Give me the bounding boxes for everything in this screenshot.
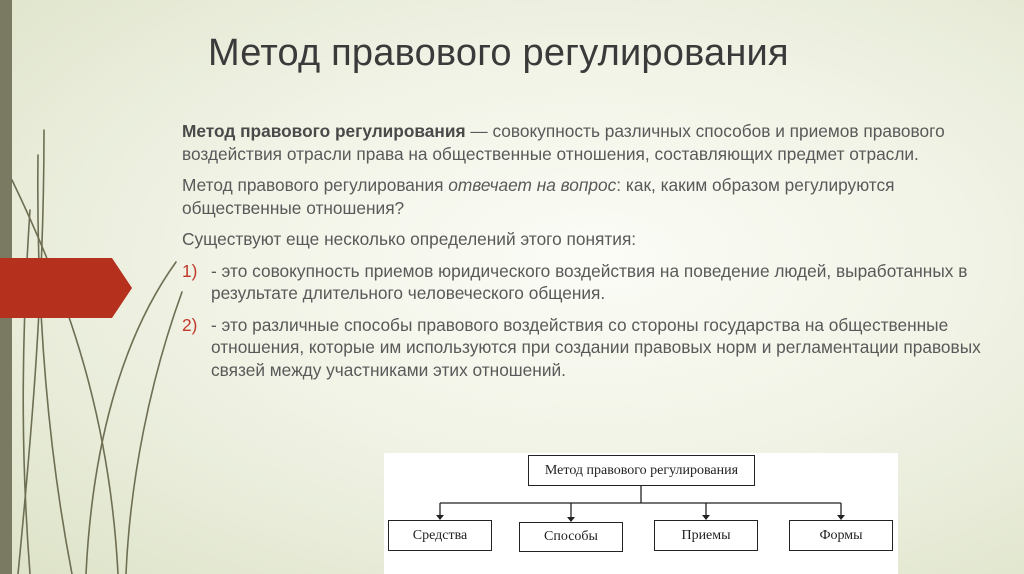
slide-title: Метод правового регулирования — [208, 32, 789, 74]
list-text: - это различные способы правового воздействия со стороны государства на общественные отношения, которые им используются при создании правовых норм и регламентации правовых связей между участниками этих отношений. — [211, 314, 981, 380]
list-number: 1) — [182, 260, 198, 281]
list-text: - это совокупность приемов юридического воздействия на поведение людей, выработанных в результате длительного человеческого общения. — [211, 260, 968, 303]
diagram-box-techniques: Приемы — [654, 520, 758, 551]
slide-body — [182, 120, 982, 390]
diagram-box-forms: Формы — [789, 520, 893, 551]
diagram-box-means: Средства — [388, 520, 492, 551]
diagram-box-ways: Способы — [519, 522, 623, 552]
list-item — [182, 314, 982, 382]
definition-paragraph: Метод правового регулирования — совокупность различных способов и приемов правового воздействия отрасли права на общественные отношения, составляющих предмет отрасли. — [182, 121, 945, 164]
list-item — [182, 260, 982, 305]
diagram-root-box: Метод правового регулирования — [528, 455, 755, 486]
italic-emphasis: отвечает на вопрос — [448, 175, 617, 195]
list-number: 2) — [182, 314, 198, 335]
method-diagram — [384, 453, 898, 574]
intro-paragraph: Существуют еще несколько определений этого понятия: — [182, 229, 637, 249]
term-bold: Метод правового регулирования — [182, 121, 466, 141]
question-paragraph: Метод правового регулирования отвечает на вопрос: как, каким образом регулируются общественные отношения? — [182, 175, 895, 218]
red-arrow-marker — [0, 258, 134, 318]
numbered-definitions — [182, 260, 982, 382]
